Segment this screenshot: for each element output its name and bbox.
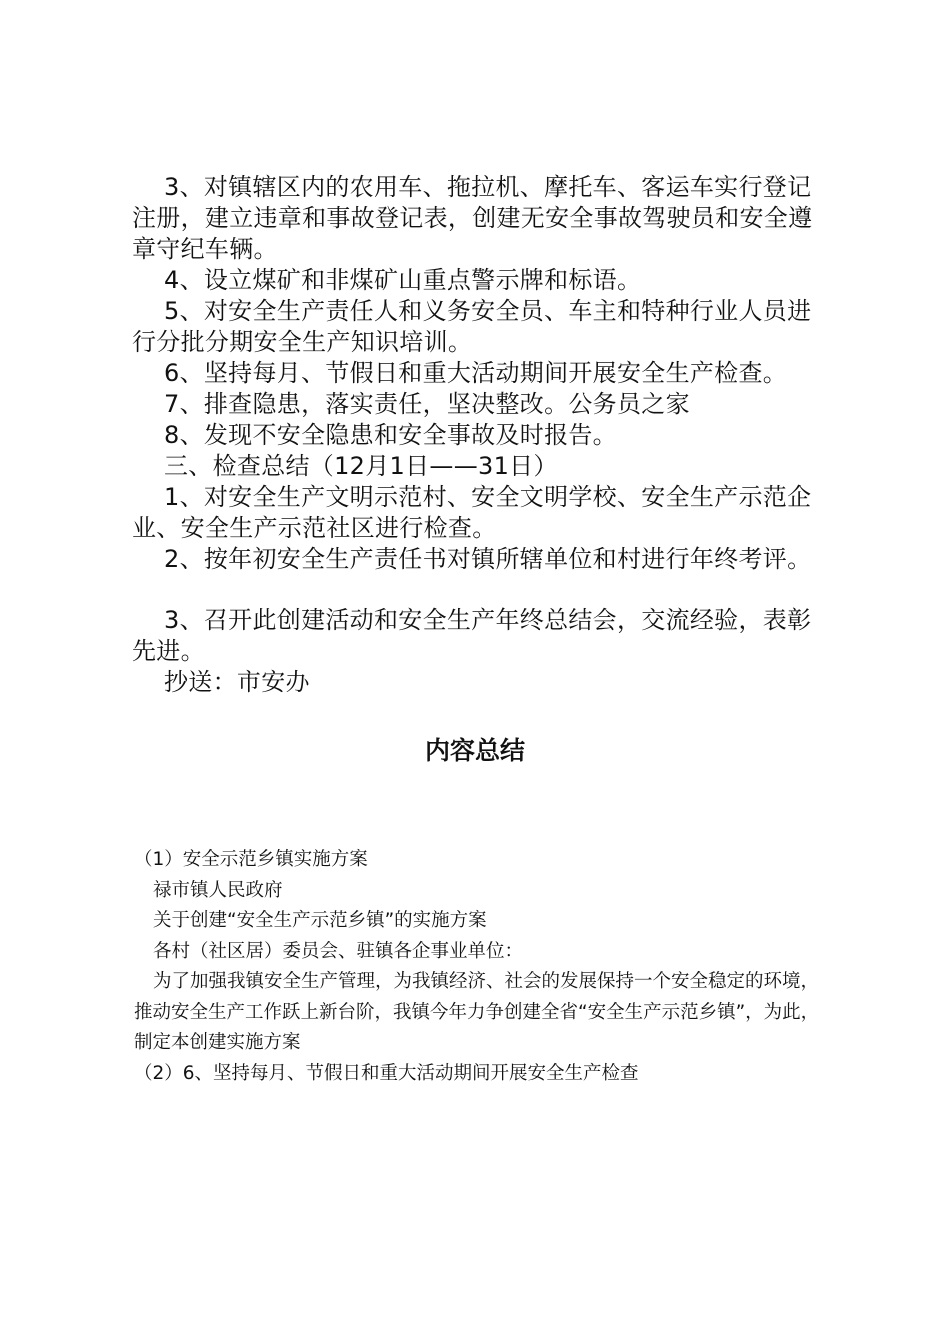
blank-line: [132, 575, 832, 605]
paragraph-item-3-vehicles: 3、对镇辖区内的农用车、拖拉机、摩托车、客运车实行登记注册，建立违章和事故登记表，创建无安全事故驾驶员和安全遵章守纪车辆。: [132, 173, 813, 263]
paragraph-item-2-evaluation: 2、按年初安全生产责任书对镇所辖单位和村进行年终考评。: [164, 545, 812, 573]
paragraph-item-1-check: 1、对安全生产文明示范村、安全文明学校、安全生产示范企业、安全生产示范社区进行检查。: [132, 483, 812, 542]
main-body: [132, 172, 832, 698]
paragraph-item-6-inspection: 6、坚持每月、节假日和重大活动期间开展安全生产检查。: [164, 359, 788, 387]
summary-line-2: （2）6、坚持每月、节假日和重大活动期间开展安全生产检查: [134, 1062, 639, 1084]
section-heading-inspection-summary: 三、检查总结（12月1日——31日）: [164, 452, 558, 480]
summary-title: 内容总结: [424, 736, 525, 765]
summary-line-government: 禄市镇人民政府: [153, 879, 283, 901]
summary-line-recipients: 各村（社区居）委员会、驻镇各企事业单位：: [153, 940, 524, 962]
paragraph-item-8-report: 8、发现不安全隐患和安全事故及时报告。: [164, 421, 617, 449]
cc-line: 抄送：市安办: [164, 668, 310, 696]
paragraph-item-4-signs: 4、设立煤矿和非煤矿山重点警示牌和标语。: [164, 266, 642, 294]
paragraph-item-3-meeting: 3、召开此创建活动和安全生产年终总结会，交流经验，表彰先进。: [132, 606, 812, 665]
summary-line-purpose: 为了加强我镇安全生产管理，为我镇经济、社会的发展保持一个安全稳定的环境，推动安全生产工作跃上新台阶，我镇今年力争创建全省“安全生产示范乡镇”，为此，制定本创建实施方案: [134, 971, 820, 1053]
summary-line-1: （1）安全示范乡镇实施方案: [134, 849, 368, 870]
paragraph-item-5-training: 5、对安全生产责任人和义务安全员、车主和特种行业人员进行分批分期安全生产知识培训。: [132, 297, 812, 356]
paragraph-item-7-hazards: 7、排查隐患，落实责任，坚决整改。公务员之家: [164, 390, 690, 418]
summary-line-plan-title: 关于创建“安全生产示范乡镇”的实施方案: [153, 910, 487, 931]
summary-body: [134, 845, 834, 1089]
